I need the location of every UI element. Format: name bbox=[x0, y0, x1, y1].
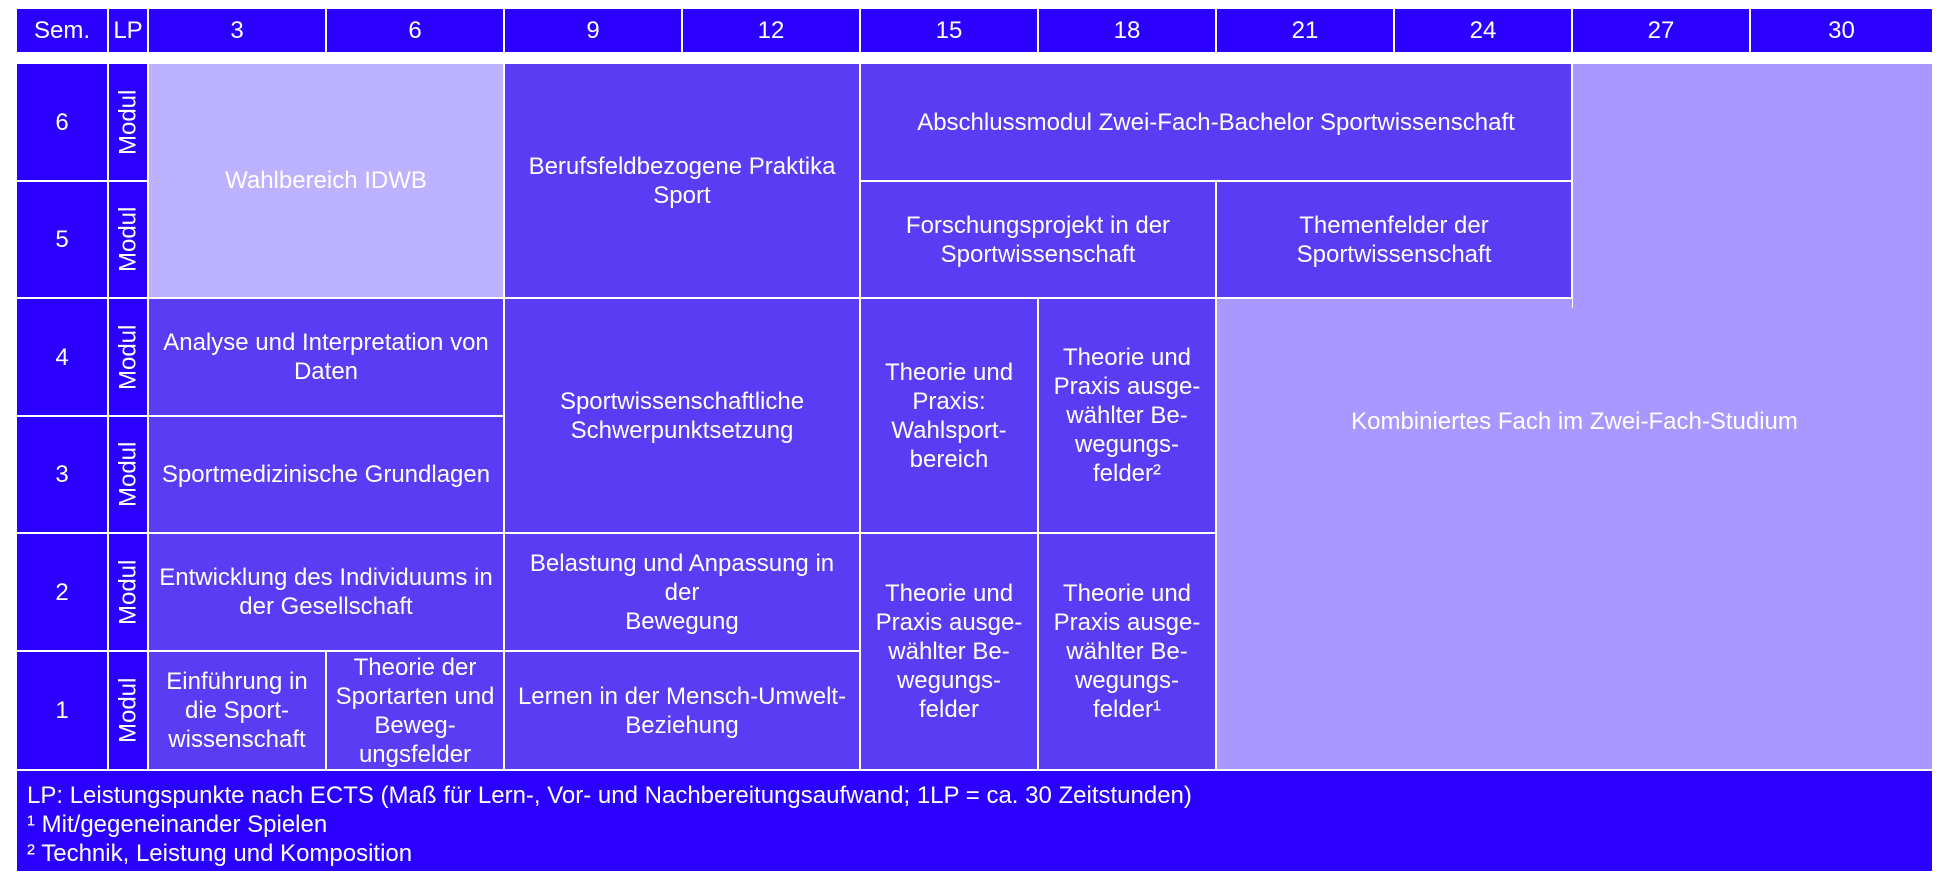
semester-6: 6 bbox=[16, 63, 108, 181]
row-label-modul: Modul bbox=[108, 181, 148, 298]
module-einfuehrung-sportwissenschaft: Einführung in die Sport- wissenschaft bbox=[148, 651, 326, 770]
module-kombiniertes-fach: Kombiniertes Fach im Zwei-Fach-Studium bbox=[1216, 298, 1933, 770]
header-lp-21: 21 bbox=[1216, 8, 1394, 53]
header-lp-18: 18 bbox=[1038, 8, 1216, 53]
header-lp-9: 9 bbox=[504, 8, 682, 53]
footnotes bbox=[16, 770, 1933, 872]
header-lp-24: 24 bbox=[1394, 8, 1572, 53]
row-label-modul: Modul bbox=[108, 416, 148, 533]
module-analyse-daten: Analyse und Interpretation von Daten bbox=[148, 298, 504, 416]
header-sem: Sem. bbox=[16, 8, 108, 53]
semester-5: 5 bbox=[16, 181, 108, 298]
footnote-lp: LP: Leistungspunkte nach ECTS (Maß für Lern-, Vor- und Nachbereitungsaufwand; 1LP = ca. 30 Zeitstunden) bbox=[27, 782, 1192, 809]
row-label-modul: Modul bbox=[108, 63, 148, 181]
module-theorie-wahlsport: Theorie und Praxis: Wahlsport- bereich bbox=[860, 298, 1038, 533]
header-lp-6: 6 bbox=[326, 8, 504, 53]
area-kombiniertes-fach-join bbox=[1572, 288, 1933, 308]
module-theorie-bewegungsfelder: Theorie und Praxis ausge- wählter Be- wegungs-felder bbox=[860, 533, 1038, 770]
module-sportmedizin: Sportmedizinische Grundlagen bbox=[148, 416, 504, 533]
header-lp-30: 30 bbox=[1750, 8, 1933, 53]
module-belastung-anpassung: Belastung und Anpassung in der Bewegung bbox=[504, 533, 860, 651]
module-abschluss: Abschlussmodul Zwei-Fach-Bachelor Sportwissenschaft bbox=[860, 63, 1572, 181]
module-wahlbereich: Wahlbereich IDWB bbox=[148, 63, 504, 298]
header-lp-12: 12 bbox=[682, 8, 860, 53]
area-kombiniertes-fach-top bbox=[1572, 63, 1933, 298]
module-themenfelder: Themenfelder der Sportwissenschaft bbox=[1216, 181, 1572, 298]
row-label-modul: Modul bbox=[108, 533, 148, 651]
semester-1: 1 bbox=[16, 651, 108, 770]
header-lp: LP bbox=[108, 8, 148, 53]
module-praktika: Berufsfeldbezogene Praktika Sport bbox=[504, 63, 860, 298]
semester-4: 4 bbox=[16, 298, 108, 416]
module-theorie-bewegungsfelder-2: Theorie und Praxis ausge- wählter Be- wegungs- felder² bbox=[1038, 298, 1216, 533]
module-forschungsprojekt: Forschungsprojekt in der Sportwissenschaft bbox=[860, 181, 1216, 298]
header-lp-27: 27 bbox=[1572, 8, 1750, 53]
module-lernen-mensch-umwelt: Lernen in der Mensch-Umwelt- Beziehung bbox=[504, 651, 860, 770]
row-label-modul: Modul bbox=[108, 651, 148, 770]
header-lp-15: 15 bbox=[860, 8, 1038, 53]
module-schwerpunktsetzung: Sportwissenschaftliche Schwerpunktsetzung bbox=[504, 298, 860, 533]
module-entwicklung-individuum: Entwicklung des Individuums in der Gesellschaft bbox=[148, 533, 504, 651]
footnote-2: ² Technik, Leistung und Komposition bbox=[27, 840, 413, 867]
row-label-modul: Modul bbox=[108, 298, 148, 416]
header-lp-3: 3 bbox=[148, 8, 326, 53]
footnote-1: ¹ Mit/gegeneinander Spielen bbox=[27, 811, 328, 838]
semester-2: 2 bbox=[16, 533, 108, 651]
module-theorie-bewegungsfelder-1: Theorie und Praxis ausge- wählter Be- wegungs- felder¹ bbox=[1038, 533, 1216, 770]
module-theorie-sportarten: Theorie der Sportarten und Beweg- ungsfelder bbox=[326, 651, 504, 770]
semester-3: 3 bbox=[16, 416, 108, 533]
study-plan-table bbox=[16, 8, 1933, 872]
